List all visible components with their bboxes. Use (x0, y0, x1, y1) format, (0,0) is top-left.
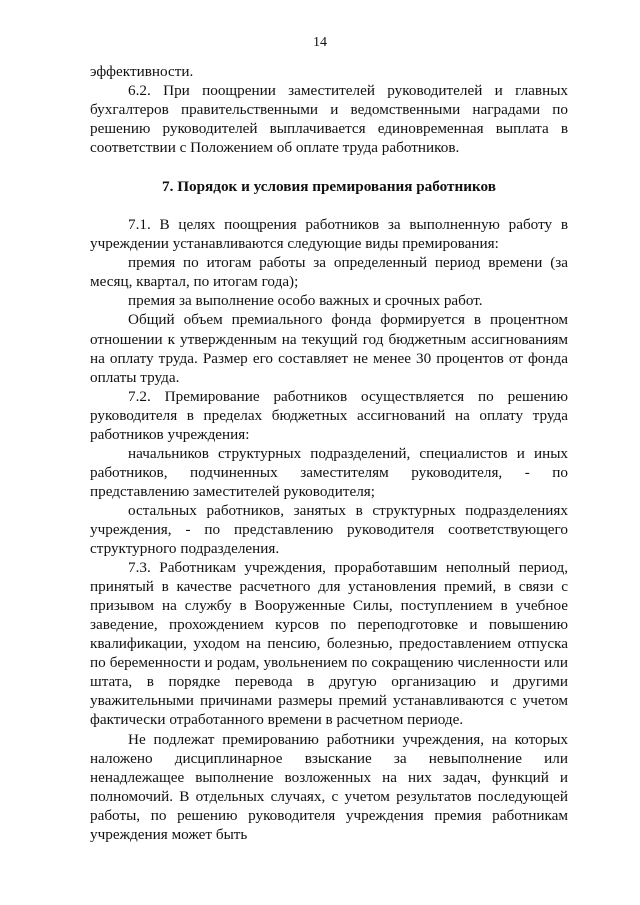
paragraph: премия по итогам работы за определенный период времени (за месяц, квартал, по итогам года); (90, 254, 568, 291)
section-heading: 7. Порядок и условия премирования работников (162, 178, 496, 196)
paragraph: 6.2. При поощрении заместителей руководителей и главных бухгалтеров правительственными и ведомственными наградами по решению руководителей выплачивается единовременная выплата в соответствии с Положением об оплате труда работников. (90, 82, 568, 157)
paragraphs-after-heading (90, 215, 568, 844)
paragraph: 7.1. В целях поощрения работников за выполненную работу в учреждении устанавливаются следующие виды премирования: (90, 216, 568, 253)
paragraphs-before-heading (90, 62, 568, 157)
paragraph: начальников структурных подразделений, специалистов и иных работников, подчиненных заместителям руководителя, - по представлению заместителей руководителя; (90, 444, 568, 500)
paragraph: 7.2. Премирование работников осуществляется по решению руководителя в пределах бюджетных ассигнований на оплату труда работников учреждения: (90, 387, 568, 443)
document-body (90, 62, 568, 844)
paragraph: 7.3. Работникам учреждения, проработавшим неполный период, принятый в качестве расчетного для установления премий, в связи с призывом на службу в Вооруженные Силы, поступлением в учебное заведение, прохождением курсов по переподготовке и повышению квалификации, уходом на пенсию, болезнью, предоставлением отпуска по беременности и родам, увольнением по сокращению численности или штата, в порядке перевода в другую организацию и другими уважительными причинами размеры премий устанавливаются с учетом фактически отработанного времени в расчетном периоде. (90, 559, 568, 729)
paragraph: остальных работников, занятых в структурных подразделениях учреждения, - по представлению руководителя соответствующего структурного подразделения. (90, 501, 568, 558)
paragraph: Не подлежат премированию работники учреждения, на которых наложено дисциплинарное взыскание за невыполнение или ненадлежащее выполнение возложенных на них задач, функций и полномочий. В отдельных случаях, с учетом результатов последующей работы, по решению руководителя учреждения премия работникам учреждения может быть (90, 730, 568, 843)
paragraph: премия за выполнение особо важных и срочных работ. (128, 292, 483, 310)
paragraph: Общий объем премиального фонда формируется в процентном отношении к утвержденным на текущий год бюджетным ассигнованиям на оплату труда. Размер его составляет не менее 30 процентов от фонда оплаты труда. (90, 311, 568, 386)
page-number: 14 (313, 35, 327, 50)
paragraph: эффективности. (90, 63, 194, 80)
